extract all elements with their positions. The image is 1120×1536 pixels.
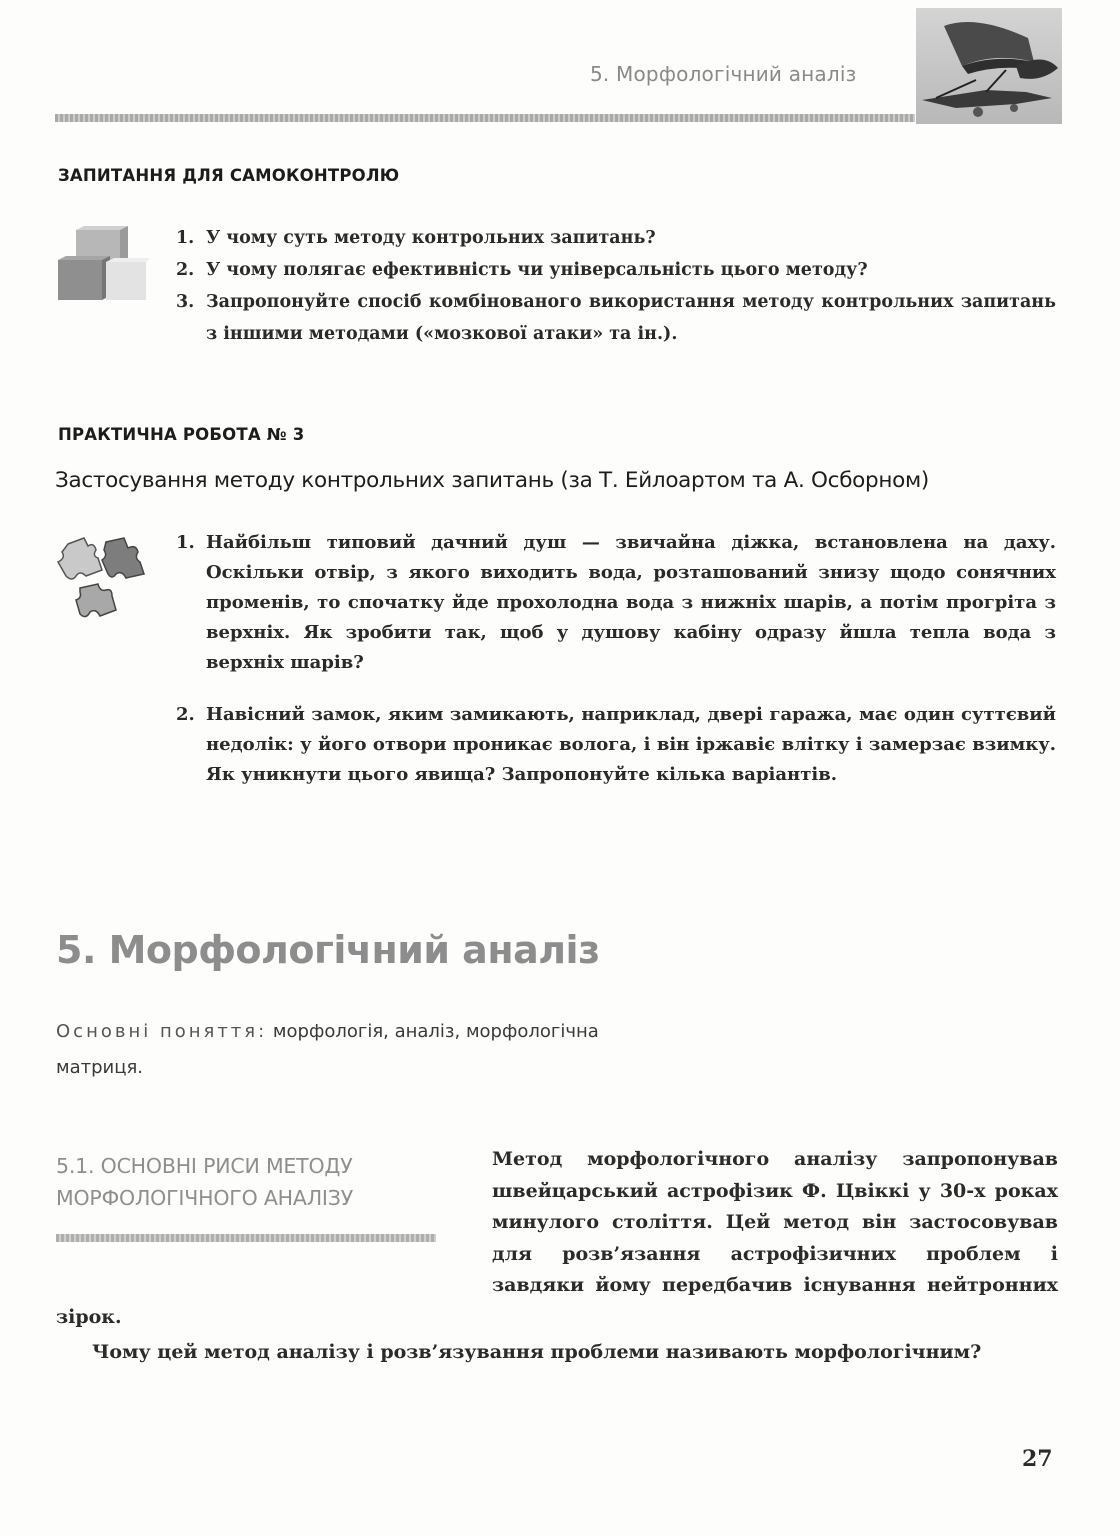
header-divider — [55, 114, 915, 122]
key-concepts — [56, 1014, 616, 1086]
question-text: У чому полягає ефективність чи універсальність цього методу? — [206, 260, 868, 280]
subsection-heading: 5.1. ОСНОВНІ РИСИ МЕТОДУ МОРФОЛОГІЧНОГО АНАЛІЗУ — [56, 1154, 353, 1210]
practical-work-heading: ПРАКТИЧНА РОБОТА № 3 — [58, 425, 305, 444]
key-concepts-label: Основні поняття: — [56, 1021, 268, 1042]
key-concepts-text: морфологія, аналіз, морфологічна матриця. — [56, 1021, 599, 1078]
cubes-icon — [54, 226, 150, 306]
practical-work-subtitle: Застосування методу контрольних запитань (за Т. Ейлоартом та А. Осборном) — [55, 468, 929, 493]
question-number: 1. — [176, 228, 195, 248]
practical-work-tasks — [176, 528, 1056, 790]
self-control-heading: ЗАПИТАННЯ ДЛЯ САМОКОНТРОЛЮ — [58, 166, 400, 185]
aircraft-photo-icon — [916, 8, 1062, 124]
running-header-title: 5. Морфологічний аналіз — [590, 62, 857, 86]
chapter-title: 5. Морфологічний аналіз — [56, 928, 600, 972]
question-number: 3. — [176, 292, 195, 312]
task-text: Найбільш типовий дачний душ — звичайна діжка, встановлена на даху. Оскільки отвір, з якого виходить вода, розташований знизу щодо сонячних променів, то спочатку йде прохолодна вода з нижніх шарів, а потім прогріта з верхніх. Як зробити так, щоб у душову кабіну одразу йшла тепла вода з верхніх шарів? — [206, 532, 1056, 673]
page-number: 27 — [1022, 1446, 1053, 1472]
list-item — [176, 286, 1056, 350]
heading-space — [56, 1144, 492, 1272]
task-number: 1. — [176, 532, 195, 553]
list-item — [176, 254, 1056, 286]
question-text: Запропонуйте спосіб комбінованого використання методу контрольних запитань з іншими методами («мозкової атаки» та ін.). — [206, 292, 1056, 344]
paragraph: Чому цей метод аналізу і розв’язування проблеми називають морфологічним? — [92, 1341, 982, 1363]
question-number: 2. — [176, 260, 195, 280]
list-item — [176, 222, 1056, 254]
self-control-questions — [176, 222, 1056, 350]
list-item — [176, 700, 1056, 790]
task-number: 2. — [176, 704, 195, 725]
puzzle-icon — [50, 530, 150, 626]
question-text: У чому суть методу контрольних запитань? — [206, 228, 656, 248]
task-text: Навісний замок, яким замикають, наприклад, двері гаража, має один суттєвий недолік: у його отвори проникає волога, і він іржавіє влітку і замерзає взимку. Як уникнути цього явища? Запропонуйте кілька варіантів. — [206, 704, 1056, 785]
list-item — [176, 528, 1056, 678]
body-text — [56, 1144, 1058, 1369]
paragraph: Метод морфологічного аналізу запропонував швейцарський астрофізик Ф. Цвіккі у 30-х роках минулого століття. Цей метод він застосовував для розв’язання астрофізичних проблем і завдяки йому передбачив існування нейтронних зірок. — [56, 1148, 1058, 1328]
